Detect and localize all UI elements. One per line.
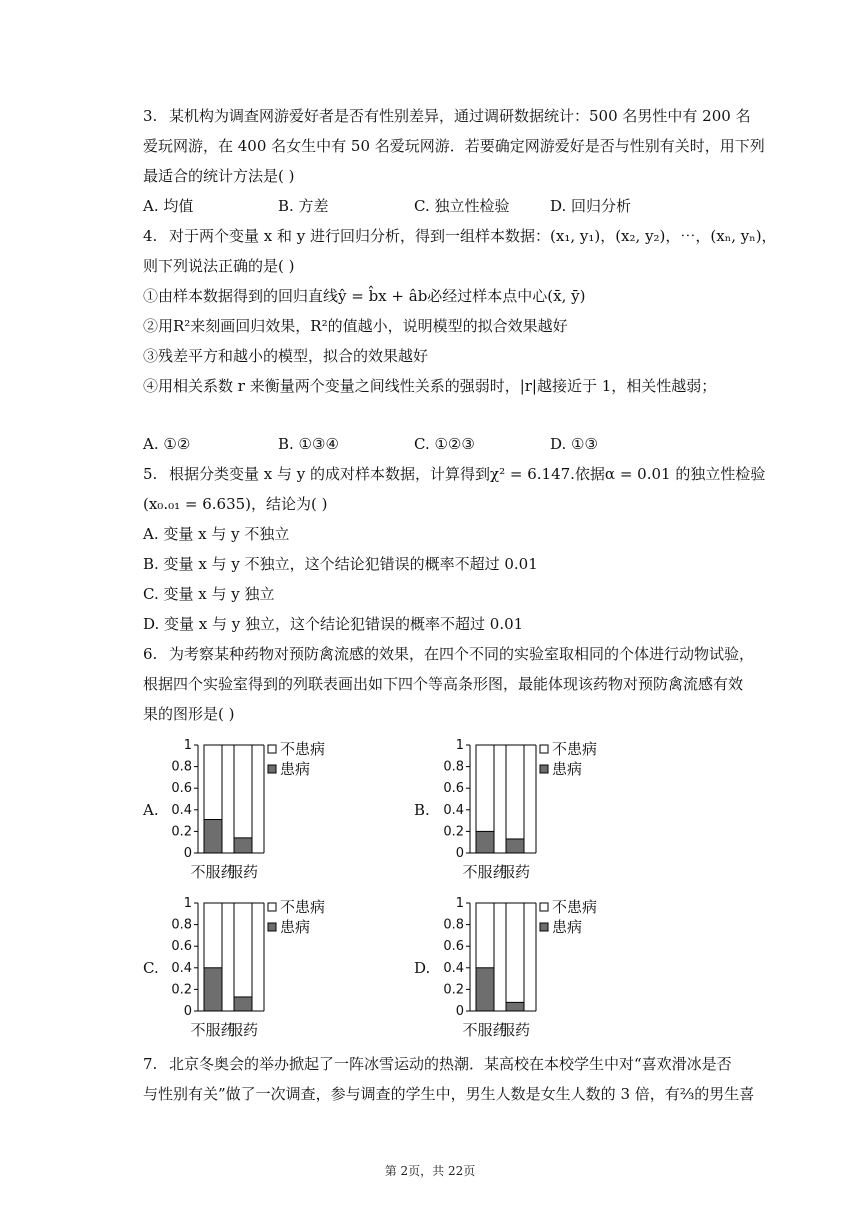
legend-healthy-label: 不患病: [552, 740, 598, 758]
y-tick-label: 1: [183, 896, 192, 911]
legend-sick-label: 患病: [280, 760, 311, 778]
bar-sick: [234, 838, 252, 853]
category-label: 服药: [227, 1021, 259, 1039]
y-tick-label: 0.8: [171, 917, 192, 933]
q4-statement-4: ④用相关系数 r 来衡量两个变量之间线性关系的强弱时，|r|越接近于 1，相关性越弱；: [143, 377, 717, 395]
legend-sick-label: 患病: [280, 918, 311, 936]
q7-line-1: 7. 北京冬奥会的举办掀起了一阵冰雪运动的热潮．某高校在本校学生中对“喜欢滑冰是否: [143, 1055, 732, 1073]
legend-sick-label: 患病: [552, 760, 583, 778]
chart-a: [168, 735, 348, 890]
q6-number: 6.: [143, 645, 158, 663]
chart-c: [168, 893, 348, 1048]
q3-line-2: 爱玩网游，在 400 名女生中有 50 名爱玩网游．若要确定网游爱好是否与性别有关时，用下列: [143, 137, 765, 155]
category-label: 服药: [499, 863, 531, 881]
y-tick-label: 0.4: [171, 802, 192, 818]
q6-line-1: 6. 为考察某种药物对预防禽流感的效果，在四个不同的实验室取相同的个体进行动物试验，: [143, 645, 755, 663]
chart-b: [440, 735, 620, 890]
q4-statement-2: ②用R²来刻画回归效果，R²的值越小，说明模型的拟合效果越好: [143, 317, 568, 335]
bar-sick: [506, 839, 524, 853]
q7-number: 7.: [143, 1055, 158, 1073]
y-tick-label: 1: [455, 738, 464, 753]
q4-statement-1: ①由样本数据得到的回归直线ŷ = b̂x + âb必经过样本点中心(x̄, ȳ): [143, 287, 586, 305]
category-label: 服药: [499, 1021, 531, 1039]
y-tick-label: 0.8: [443, 917, 464, 933]
legend-healthy-swatch: [540, 745, 548, 753]
bar-healthy: [234, 903, 252, 1011]
bar-sick: [234, 997, 252, 1011]
y-tick-label: 0: [455, 846, 464, 861]
chart-d-label: D.: [414, 959, 431, 977]
q4-option-a: A. ①②: [143, 435, 191, 453]
q3-option-c: C. 独立性检验: [414, 197, 510, 215]
y-tick-label: 0.6: [171, 781, 192, 797]
q3-option-b: B. 方差: [278, 197, 329, 215]
y-tick-label: 0: [183, 1004, 192, 1019]
q4-number: 4.: [143, 227, 158, 245]
bar-sick: [204, 968, 222, 1011]
y-tick-label: 0.8: [443, 759, 464, 775]
y-tick-label: 0.4: [443, 802, 464, 818]
q3-option-d: D. 回归分析: [550, 197, 632, 215]
legend-healthy-swatch: [268, 903, 276, 911]
bar-healthy: [506, 745, 524, 853]
bar-sick: [476, 968, 494, 1011]
q4-line-1: 4. 对于两个变量 x 和 y 进行回归分析，得到一组样本数据：(x₁, y₁)，(x₂, y₂)，⋯，(xₙ, yₙ)，: [143, 227, 777, 245]
bar-healthy: [506, 903, 524, 1011]
category-label: 不服药: [462, 863, 508, 881]
y-tick-label: 0: [183, 846, 192, 861]
y-tick-label: 0.2: [171, 824, 192, 840]
q5-line-2: (x₀.₀₁ = 6.635)，结论为( ): [143, 495, 328, 513]
y-tick-label: 1: [183, 738, 192, 753]
page-footer: 第 2页，共 22页: [384, 1164, 476, 1178]
bar-sick: [204, 820, 222, 853]
q5-option-c: C. 变量 x 与 y 独立: [143, 585, 275, 603]
y-tick-label: 1: [455, 896, 464, 911]
legend-healthy-label: 不患病: [280, 898, 326, 916]
y-tick-label: 0.2: [443, 982, 464, 998]
bar-healthy: [234, 745, 252, 853]
y-tick-label: 0.4: [171, 960, 192, 976]
chart-d: [440, 893, 620, 1048]
legend-healthy-label: 不患病: [280, 740, 326, 758]
q5-option-b: B. 变量 x 与 y 不独立，这个结论犯错误的概率不超过 0.01: [143, 555, 538, 573]
y-tick-label: 0.8: [171, 759, 192, 775]
legend-sick-swatch: [540, 923, 548, 931]
q3-option-a: A. 均值: [143, 197, 194, 215]
legend-sick-label: 患病: [552, 918, 583, 936]
bar-sick: [506, 1002, 524, 1011]
category-label: 不服药: [190, 1021, 236, 1039]
category-label: 不服药: [462, 1021, 508, 1039]
legend-healthy-swatch: [268, 745, 276, 753]
y-tick-label: 0.2: [171, 982, 192, 998]
y-tick-label: 0.6: [443, 939, 464, 955]
q5-line-1: 5. 根据分类变量 x 与 y 的成对样本数据，计算得到χ² = 6.147.依据α = 0.01 的独立性检验: [143, 465, 766, 483]
legend-sick-swatch: [268, 765, 276, 773]
q3-line-3: 最适合的统计方法是( ): [143, 167, 295, 185]
q5-option-a: A. 变量 x 与 y 不独立: [143, 525, 290, 543]
category-label: 不服药: [190, 863, 236, 881]
chart-b-label: B.: [414, 801, 430, 819]
legend-sick-swatch: [540, 765, 548, 773]
legend-healthy-label: 不患病: [552, 898, 598, 916]
q4-statement-3: ③残差平方和越小的模型，拟合的效果越好: [143, 347, 429, 365]
q5-number: 5.: [143, 465, 158, 483]
legend-healthy-swatch: [540, 903, 548, 911]
q4-line-2: 则下列说法正确的是( ): [143, 257, 295, 275]
q4-option-d: D. ①③: [550, 435, 598, 453]
q3-line-1: 3. 某机构为调查网游爱好者是否有性别差异，通过调研数据统计：500 名男性中有 200 名: [143, 107, 751, 125]
y-tick-label: 0.6: [171, 939, 192, 955]
q4-option-b: B. ①③④: [278, 435, 339, 453]
q5-option-d: D. 变量 x 与 y 独立，这个结论犯错误的概率不超过 0.01: [143, 615, 524, 633]
y-tick-label: 0.6: [443, 781, 464, 797]
chart-c-label: C.: [143, 959, 159, 977]
y-tick-label: 0: [455, 1004, 464, 1019]
q3-number: 3.: [143, 107, 158, 125]
legend-sick-swatch: [268, 923, 276, 931]
y-tick-label: 0.2: [443, 824, 464, 840]
q6-line-2: 根据四个实验室得到的列联表画出如下四个等高条形图，最能体现该药物对预防禽流感有效: [143, 675, 744, 693]
y-tick-label: 0.4: [443, 960, 464, 976]
bar-sick: [476, 831, 494, 853]
q4-option-c: C. ①②③: [414, 435, 475, 453]
chart-a-label: A.: [143, 801, 159, 819]
q7-line-2: 与性别有关”做了一次调查，参与调查的学生中，男生人数是女生人数的 3 倍，有⅔的男生喜: [143, 1085, 755, 1103]
category-label: 服药: [227, 863, 259, 881]
q6-line-3: 果的图形是( ): [143, 705, 235, 723]
